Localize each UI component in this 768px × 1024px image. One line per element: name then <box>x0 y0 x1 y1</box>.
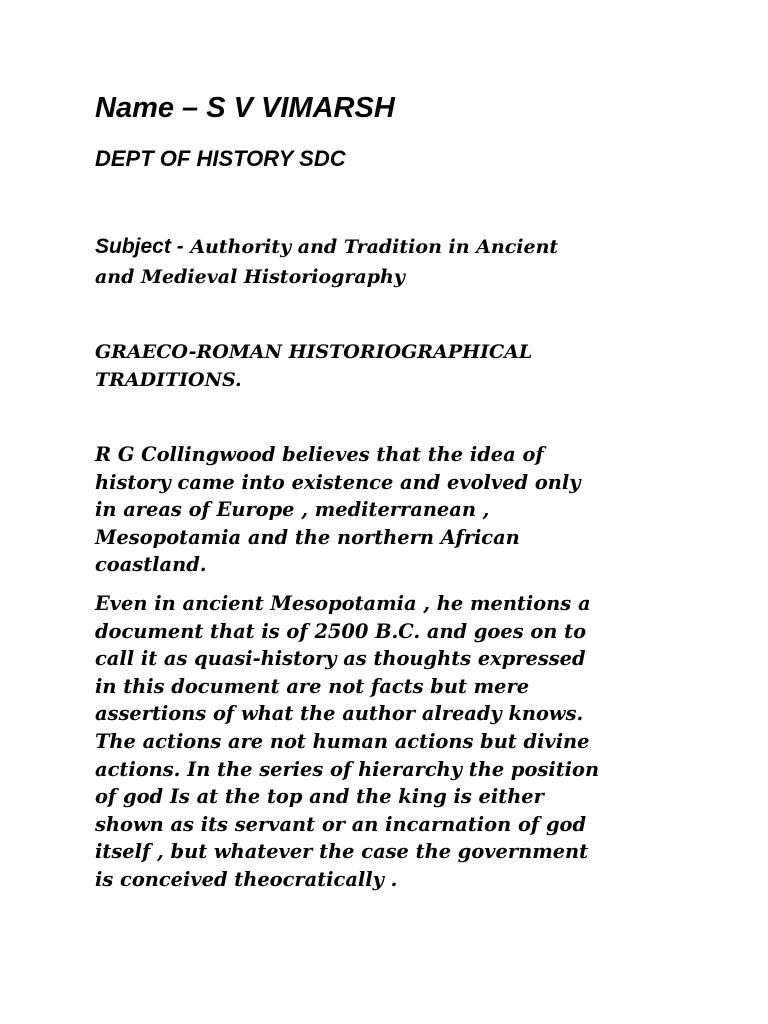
paragraph-line: Even in ancient Mesopotamia , he mentions a <box>95 592 591 615</box>
paragraph-line: R G Collingwood believes that the idea of <box>95 443 544 466</box>
paragraph-1 <box>95 441 675 579</box>
subject-line-1 <box>95 232 675 262</box>
department-line: DEPT OF HISTORY SDC <box>95 146 346 171</box>
paragraph-line: itself , but whatever the case the government <box>95 840 589 864</box>
paragraph-line: in this document are not facts but mere <box>95 674 530 698</box>
subject-block <box>95 232 675 292</box>
paragraph-line: document that is of 2500 B.C. and goes on to <box>95 619 587 643</box>
paragraph-line: coastland. <box>95 553 207 577</box>
section-heading <box>95 338 655 394</box>
paragraph-line: of god Is at the top and the king is either <box>95 785 544 809</box>
paragraph-line: is conceived theocratically . <box>95 867 398 891</box>
paragraph-line: in areas of Europe , mediterranean , <box>95 498 490 522</box>
subject-text-1: Authority and Tradition in Ancient <box>190 236 559 258</box>
section-heading-line: GRAECO-ROMAN HISTORIOGRAPHICAL <box>95 341 533 363</box>
paragraph-line: The actions are not human actions but divine <box>95 729 590 753</box>
paragraph-line: shown as its servant or an incarnation of god <box>95 812 587 836</box>
paragraph-line: history came into existence and evolved only <box>95 470 581 494</box>
paragraph-2 <box>95 590 675 894</box>
paragraph-line: Mesopotamia and the northern African <box>95 525 520 549</box>
paragraph-line: call it as quasi-history as thoughts expressed <box>95 647 586 671</box>
paragraph-line: actions. In the series of hierarchy the position <box>95 757 600 781</box>
subject-text-2: and Medieval Historiography <box>95 266 405 288</box>
paragraph-line: assertions of what the author already knows. <box>95 702 584 726</box>
author-name: Name – S V VIMARSH <box>95 92 395 124</box>
subject-label: Subject - <box>95 235 184 258</box>
section-heading-line: TRADITIONS. <box>95 369 242 391</box>
